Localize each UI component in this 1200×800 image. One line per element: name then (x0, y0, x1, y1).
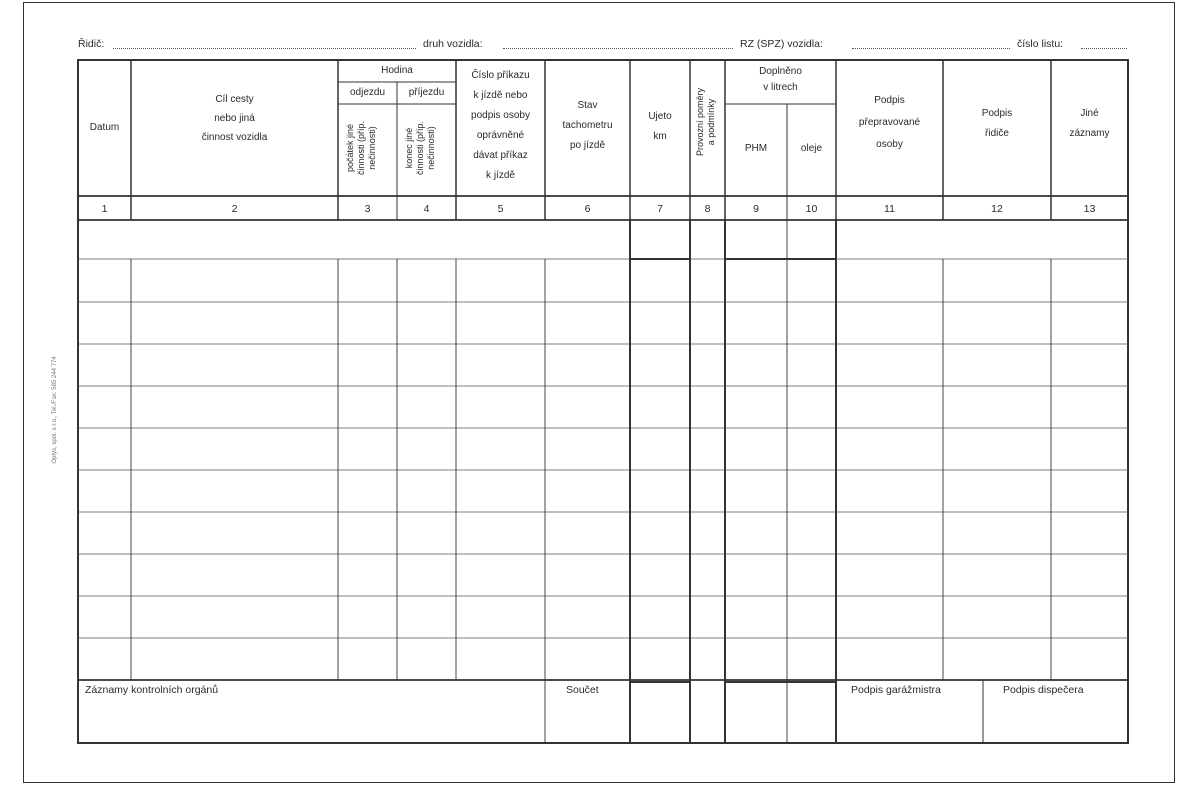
driver-signature-header (943, 104, 1051, 144)
column-number: 9 (753, 203, 759, 215)
header-line: Číslo příkazu (471, 70, 530, 81)
header-line: přepravované (858, 117, 921, 128)
activity-end-header (404, 103, 448, 193)
other-records-header (1051, 104, 1128, 144)
header-line: Cíl cesty (215, 94, 254, 105)
header-line: nečinnosti) (367, 126, 377, 170)
header-line: podpis osoby (471, 110, 530, 121)
arrival-subheader: příjezdu (408, 87, 445, 98)
column-number: 5 (497, 203, 504, 215)
col-date-header: Datum (89, 122, 120, 133)
column-number: 1 (101, 203, 108, 215)
column-number: 8 (704, 203, 711, 215)
km-driven-header (630, 107, 690, 147)
column-number: 7 (657, 203, 663, 215)
control-records-label: Záznamy kontrolních orgánů (85, 684, 219, 696)
printer-code: Optys, spol. s r.o., Tel./Fax: 585 244 774 (52, 356, 58, 464)
header-line: počátek jiné (345, 123, 355, 173)
column-number: 4 (423, 203, 430, 215)
column-number: 10 (805, 203, 818, 215)
fuel-subheader: PHM (744, 143, 768, 154)
oil-subheader: oleje (800, 143, 823, 154)
order-number-header (456, 66, 545, 186)
header-line: Podpis (874, 95, 905, 106)
col-destination-header (131, 90, 338, 147)
header-line: dávat příkaz (473, 150, 528, 161)
header-line: nečinnosti) (426, 126, 436, 170)
header-line: a podmínky (706, 98, 716, 146)
garage-signature-label: Podpis garážmistra (851, 684, 941, 696)
header-line: řidiče (985, 128, 1009, 139)
header-line: k jízdě (486, 170, 515, 181)
header-line: činnost vozidla (201, 132, 268, 143)
column-number: 2 (231, 203, 238, 215)
column-number: 13 (1083, 203, 1096, 215)
sheet-number-label: číslo listu: (1017, 38, 1064, 50)
header-line: Provozní poměry (695, 87, 705, 157)
header-line: Podpis (981, 108, 1013, 119)
column-number: 11 (884, 203, 895, 215)
column-number: 3 (364, 203, 371, 215)
departure-subheader: odjezdu (349, 87, 386, 98)
header-line: činnosti (příp. (415, 120, 425, 176)
header-line: k jízdě nebo (473, 90, 528, 101)
activity-start-header (345, 103, 389, 193)
driver-label: Řidič: (78, 38, 105, 50)
header-line: tachometru (562, 120, 613, 131)
header-line: osoby (876, 139, 903, 150)
registration-label: RZ (SPZ) vozidla: (740, 38, 823, 50)
passenger-signature-header (836, 90, 943, 156)
header-line: po jízdě (569, 140, 606, 151)
sum-label: Součet (566, 684, 599, 696)
column-number: 6 (584, 203, 591, 215)
header-line: záznamy (1069, 128, 1110, 139)
header-line: činnosti (příp. (356, 120, 366, 176)
dispatcher-signature-label: Podpis dispečera (1003, 684, 1084, 696)
header-line: km (653, 131, 667, 142)
column-number: 12 (991, 203, 1003, 215)
vehicle-type-label: druh vozidla: (423, 38, 483, 50)
header-line: Ujeto (648, 111, 672, 122)
header-line: v litrech (763, 82, 798, 93)
header-line: konec jiné (404, 127, 414, 169)
hour-group-header: Hodina (381, 65, 413, 76)
operating-conditions-header (695, 62, 719, 182)
header-line: Doplněno (759, 66, 802, 77)
header-line: oprávněné (476, 130, 525, 141)
header-line: Jiné (1080, 108, 1099, 119)
odometer-header (545, 96, 630, 156)
refilled-group-header (725, 64, 836, 96)
header-line: Stav (577, 100, 598, 111)
header-line: nebo jiná (214, 113, 255, 124)
